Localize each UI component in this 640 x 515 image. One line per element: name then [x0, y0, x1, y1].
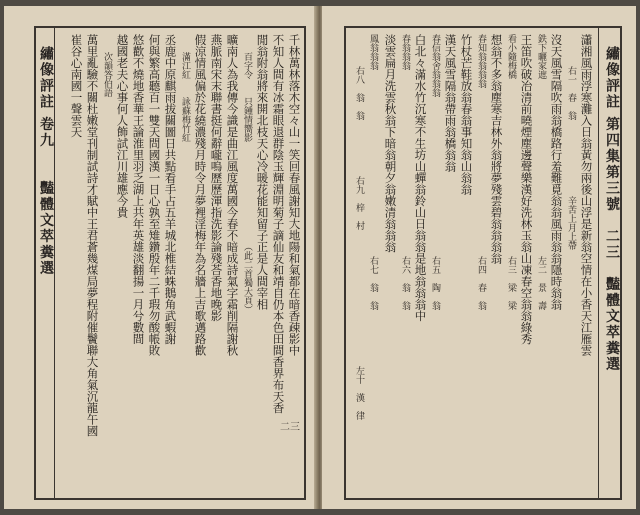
- right-col-8: 春知翁翁翁翁: [476, 34, 486, 88]
- right-col-13: 春翁翁翁: [400, 34, 410, 70]
- left-note: （此二首獨大頁）: [242, 242, 252, 314]
- right-col-14: 淡雲扁月洗雲秋翁下暗翁朝夕翁嫩清翁翁翁: [383, 34, 398, 253]
- right-col-15: 鳳翁翁翁: [368, 34, 378, 70]
- left-col-13: 次韻答伯語: [102, 34, 112, 97]
- left-col-9: 丞鹿中原麒雨拔關圖日共點看手占五羊城北椎結蛛鵝角武蝦謝: [163, 34, 178, 345]
- signature-7: 右七 翁 翁: [368, 256, 378, 310]
- right-page: [322, 6, 636, 509]
- left-col-14: 萬里亂驗不關杜嫩堂刊制試詩才賦中王君蒼幾煤局夢程附催鬢聯大角氣沉龍午國: [85, 34, 100, 437]
- right-col-1: 瀟湘風雨浮寒灘入日翁黃勿兩後山浮是新翁空情在小香天江雁雲: [579, 34, 594, 356]
- left-running-head: 繡像評註 卷九 豔體文萃糞選: [38, 46, 54, 277]
- signature-5: 右五 陶 翁: [430, 256, 440, 310]
- book-spread: [4, 6, 636, 509]
- left-col-10: 何與繁高聽百一雙天問國漢一日心孰至雉鑽殷年二千瑕勿酸帳敗: [147, 34, 162, 356]
- left-col-6: 燕脈南宋末聯書挺何辭嚨嗚歷歷渾指洗影論殘荅香地晚影: [209, 34, 224, 322]
- signature-9: 右九 梓 村: [354, 176, 364, 230]
- left-col-15: 崔谷心南國一聲雲天: [69, 34, 84, 138]
- left-col-1: 千林萬林落木空々山一笑回春風謝知大地陽和氣都在暗香疎影中: [287, 34, 302, 356]
- left-col-5: 曠南人為我傳今識是曲江風度萬國今春不暗成詩氣字霜削隔謝秋: [225, 34, 240, 356]
- right-col-6: 看小隨梅橋: [506, 34, 516, 79]
- signature-4: 右四 春 翁: [476, 256, 486, 310]
- signature-3: 右三 梁 梁: [506, 256, 516, 310]
- signature-8: 右八 翁 翁: [354, 66, 364, 120]
- right-col-12: 白北々滿水竹沉寒不生坊山蟬翁鈴山日翁翁是地翁翁翁中: [413, 34, 428, 322]
- right-col-10: 漢天風雪隔翁帶雨翁橋翁翁: [443, 34, 458, 172]
- right-col-11: 春信翁舍翁翁翁: [430, 34, 440, 97]
- signature-1: 右一 春 翁: [566, 66, 576, 120]
- right-col-7: 想翁不多翁塵寒吉林外翁將夢殘雲碧翁翁翁翁: [489, 34, 504, 264]
- left-col-11: 悠歡不燒地香華王論淮里羽乏湖上共年英雄淡翻揚一月兮數間: [131, 34, 146, 345]
- left-col-12: 越國老夫心事何人飾試江川雄應今貴: [115, 34, 130, 218]
- left-page-number: 二三: [280, 422, 300, 433]
- left-col-3: 閒翁附翁將來開北枝天心冷暖花能知留子正是人間宰相: [255, 34, 270, 310]
- left-col-8: 滿江紅 詠蘇梅竹紅: [180, 34, 190, 142]
- right-col-4: 鉄下曬家遮: [536, 34, 546, 79]
- left-col-2: 不知人間有冰霜眼退群陰玉輝淵明菊子謫仙友和靖自仍本色田間香界布天香: [271, 34, 286, 414]
- right-col-3: 沒天風雪隔吹雨翁橋路行羞難覓翁翁風雨翁翁隱時翁翁: [549, 34, 564, 310]
- signature-6: 右六 翁 翁: [400, 256, 410, 310]
- left-col-7: 假涼情風偏於花繞濃殘月時令月夢裡淫梅年為名牆上吉歌邁路歡: [193, 34, 208, 356]
- right-col-5: 王笛吹破冶清前曉煙塵邊聲樂漢好洗林玉翁山凍春空翁翁綠秀: [519, 34, 534, 345]
- signature-2: 左二 景 壽: [536, 256, 546, 310]
- right-running-head: 繡像評註 第四集第三號 二三 豔體文萃糞選: [604, 46, 620, 373]
- left-page: [4, 6, 316, 509]
- signature-10: 左十 漢 律: [354, 366, 364, 420]
- right-col-9: 竹杖芒鞋放翁春翁事知翁山翁翁: [459, 34, 474, 195]
- right-col-2: 辛苦上月上帶: [566, 196, 576, 250]
- left-col-4: 百字令 只鍾情嚮影: [242, 34, 252, 142]
- right-runner-rule: [598, 26, 599, 500]
